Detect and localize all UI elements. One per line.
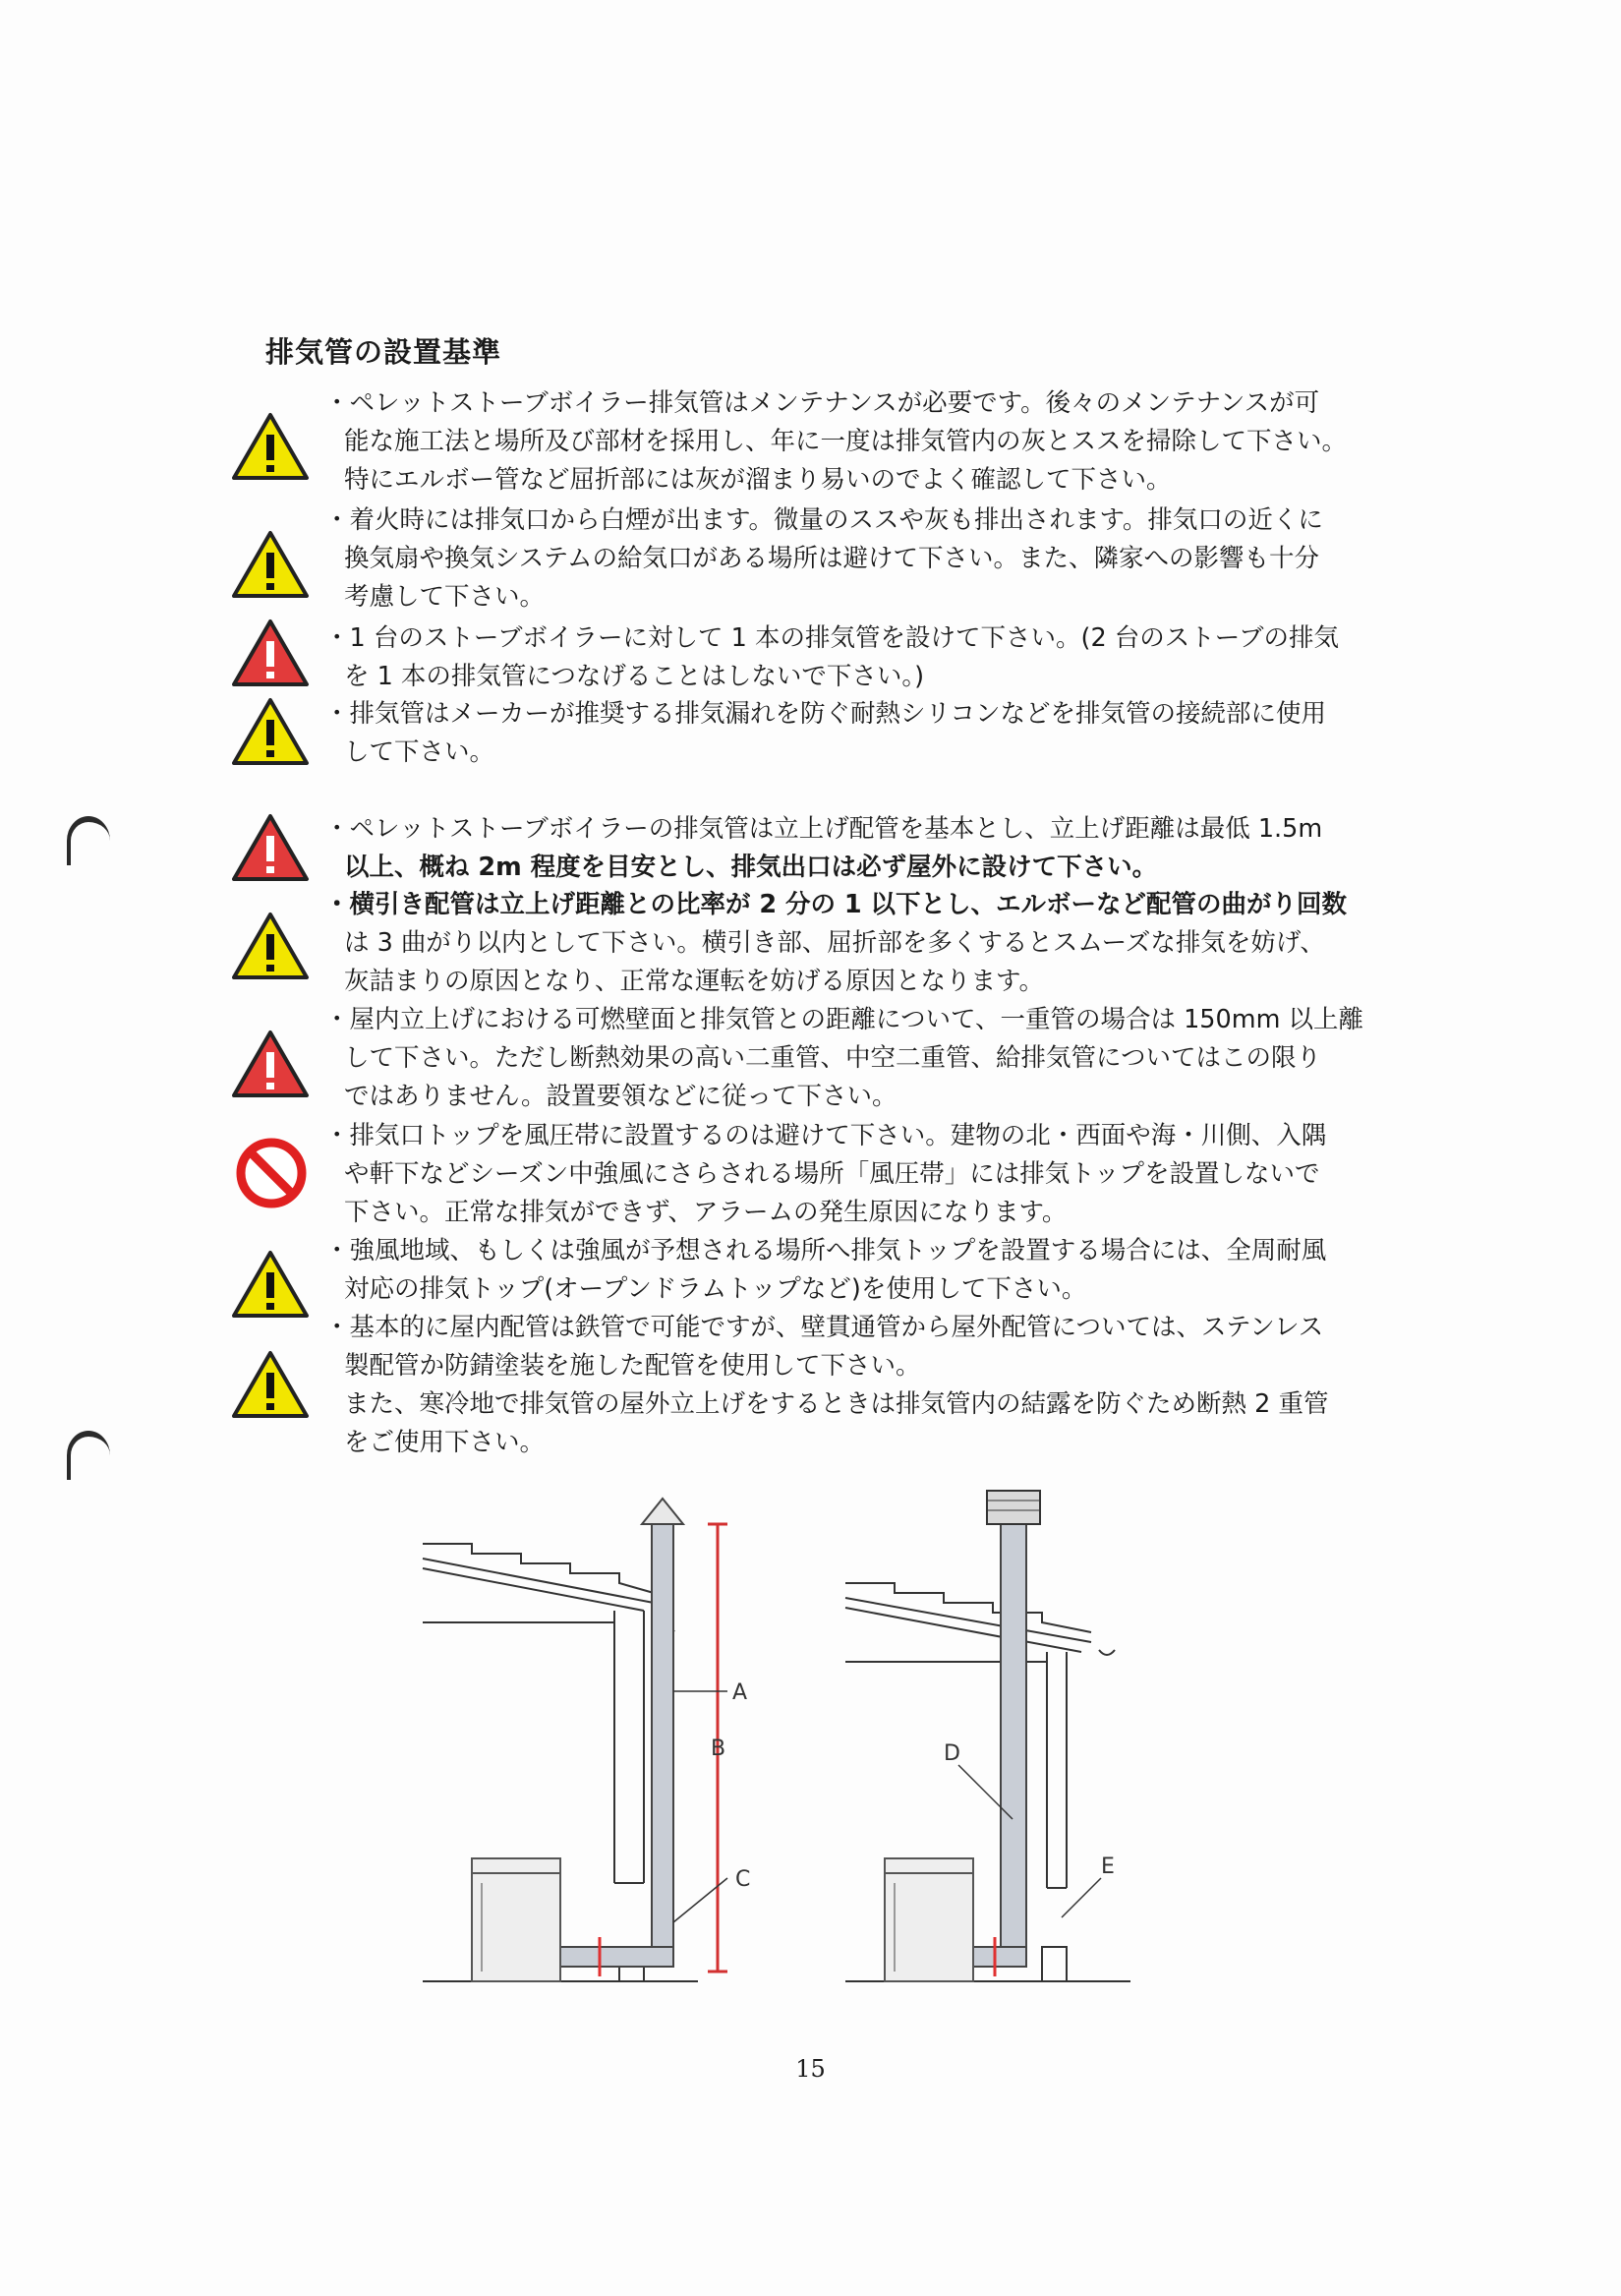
text-line: ・屋内立上げにおける可燃壁面と排気管との距離について、一重管の場合は 150mm 以上離 bbox=[324, 1005, 1364, 1034]
warning-triangle-icon bbox=[231, 1029, 310, 1099]
label-d: D bbox=[944, 1741, 960, 1766]
text-line: ではありません。設置要領などに従って下さい。 bbox=[344, 1082, 897, 1111]
guideline-item bbox=[324, 384, 1406, 500]
text-line: や軒下などシーズン中強風にさらされる場所「風圧帯」には排気トップを設置しないで bbox=[344, 1159, 1320, 1189]
caution-triangle-icon bbox=[231, 411, 310, 482]
guideline-item bbox=[324, 1232, 1406, 1309]
text-line: ・強風地域、もしくは強風が予想される場所へ排気トップを設置する場合には、全周耐風 bbox=[324, 1236, 1327, 1266]
guideline-item bbox=[324, 619, 1406, 696]
guideline-item bbox=[324, 1001, 1406, 1116]
stove-right bbox=[885, 1858, 973, 1981]
label-a: A bbox=[732, 1680, 748, 1705]
text-line: して下さい。ただし断熱効果の高い二重管、中空二重管、給排気管についてはこの限り bbox=[344, 1043, 1321, 1073]
punch-hole-mark bbox=[67, 816, 110, 865]
stove-left bbox=[472, 1858, 560, 1981]
text-line: 下さい。正常な排気ができず、アラームの発生原因になります。 bbox=[344, 1198, 1068, 1227]
caution-triangle-icon bbox=[231, 529, 310, 600]
text-line: をご使用下さい。 bbox=[344, 1428, 546, 1457]
text-line: ・着火時には排気口から白煙が出ます。微量のススや灰も排出されます。排気口の近くに bbox=[324, 505, 1323, 535]
text-line: して下さい。 bbox=[344, 737, 495, 767]
guideline-item bbox=[324, 695, 1406, 772]
text-line: ・横引き配管は立上げ距離との比率が 2 分の 1 以下とし、エルボーなど配管の曲がり回数 bbox=[324, 890, 1347, 919]
caution-triangle-icon bbox=[231, 1349, 310, 1420]
prohibition-icon bbox=[234, 1136, 309, 1210]
label-b: B bbox=[711, 1737, 726, 1761]
text-line: ・ペレットストーブボイラー排気管はメンテナンスが必要です。後々のメンテナンスが可 bbox=[324, 388, 1320, 418]
text-line: ・排気口トップを風圧帯に設置するのは避けて下さい。建物の北・西面や海・川側、入隅 bbox=[324, 1121, 1327, 1150]
pipe-left bbox=[560, 1499, 683, 1976]
label-c: C bbox=[735, 1867, 751, 1892]
caution-triangle-icon bbox=[231, 696, 310, 767]
warning-triangle-icon bbox=[231, 618, 310, 688]
caution-triangle-icon bbox=[231, 1249, 310, 1320]
page-number: 15 bbox=[795, 2055, 826, 2083]
guideline-item bbox=[324, 1309, 1406, 1462]
pipe-right bbox=[973, 1491, 1040, 1976]
text-line: ・1 台のストーブボイラーに対して 1 本の排気管を設けて下さい。(2 台のストーブの排気 bbox=[324, 623, 1339, 653]
guideline-item bbox=[324, 1117, 1406, 1232]
guideline-item bbox=[324, 501, 1406, 617]
text-line: 能な施工法と場所及び部材を採用し、年に一度は排気管内の灰とススを掃除して下さい。 bbox=[344, 427, 1348, 456]
text-line: ・排気管はメーカーが推奨する排気漏れを防ぐ耐熱シリコンなどを排気管の接続部に使用 bbox=[324, 699, 1326, 729]
text-line: 灰詰まりの原因となり、正常な運転を妨げる原因となります。 bbox=[344, 967, 1044, 996]
text-line: 特にエルボー管など屈折部には灰が溜まり易いのでよく確認して下さい。 bbox=[344, 465, 1172, 495]
text-line: を 1 本の排気管につなげることはしないで下さい。) bbox=[344, 662, 925, 691]
punch-hole-mark bbox=[67, 1431, 110, 1480]
warning-triangle-icon bbox=[231, 812, 310, 883]
exhaust-pipe-diagram bbox=[413, 1485, 1160, 1996]
text-line: ・基本的に屋内配管は鉄管で可能ですが、壁貫通管から屋外配管については、ステンレス bbox=[324, 1313, 1324, 1342]
caution-triangle-icon bbox=[231, 911, 310, 981]
guideline-item bbox=[324, 810, 1406, 887]
text-line: 対応の排気トップ(オープンドラムトップなど)を使用して下さい。 bbox=[344, 1274, 1087, 1304]
section-title: 排気管の設置基準 bbox=[265, 335, 502, 369]
text-line: 考慮して下さい。 bbox=[344, 582, 546, 612]
text-line: ・ペレットストーブボイラーの排気管は立上げ配管を基本とし、立上げ距離は最低 1.5m bbox=[324, 814, 1323, 844]
text-line: は 3 曲がり以内として下さい。横引き部、屈折部を多くするとスムーズな排気を妨げ、 bbox=[344, 928, 1325, 958]
guideline-item bbox=[324, 886, 1406, 1001]
text-line: また、寒冷地で排気管の屋外立上げをするときは排気管内の結露を防ぐため断熱 2 重管 bbox=[344, 1389, 1329, 1419]
text-line: 換気扇や換気システムの給気口がある場所は避けて下さい。また、隣家への影響も十分 bbox=[344, 544, 1319, 573]
label-e: E bbox=[1101, 1854, 1115, 1879]
text-line: 以上、概ね 2m 程度を目安とし、排気出口は必ず屋外に設けて下さい。 bbox=[344, 853, 1158, 882]
text-line: 製配管か防錆塗装を施した配管を使用して下さい。 bbox=[344, 1351, 921, 1381]
